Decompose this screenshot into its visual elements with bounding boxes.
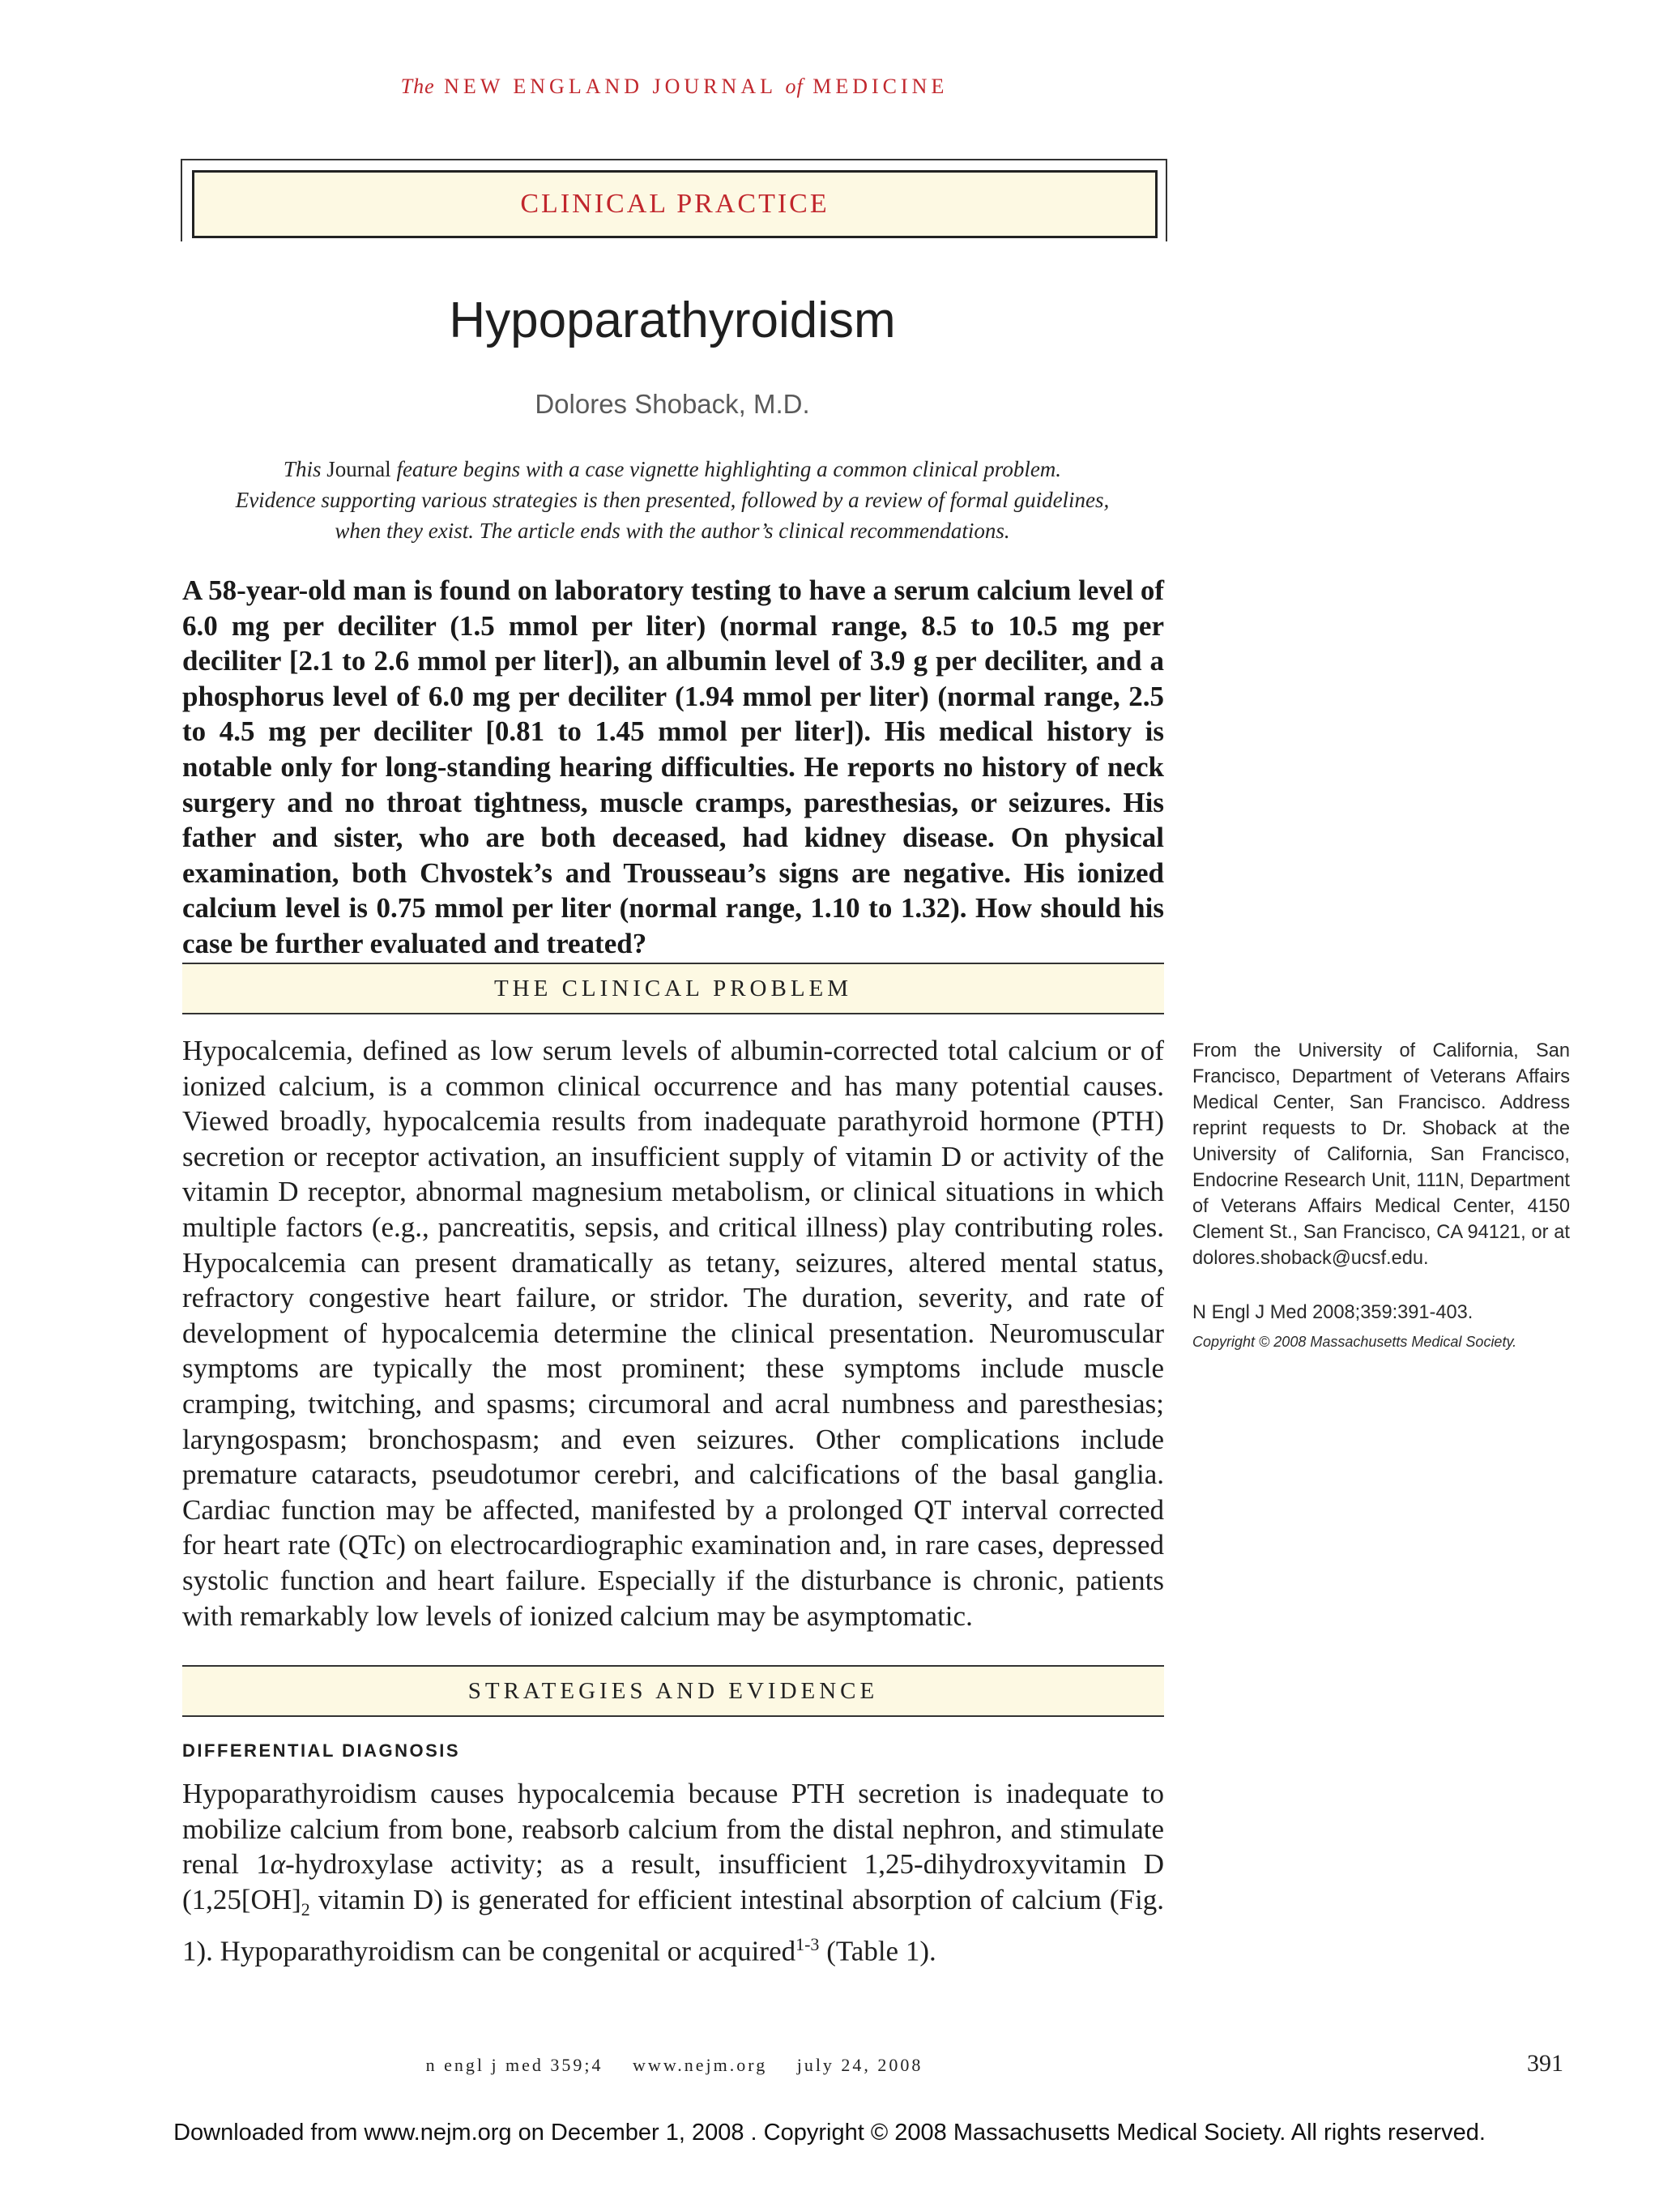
citation: N Engl J Med 2008;359:391-403.	[1192, 1302, 1473, 1323]
feature-note	[181, 454, 1164, 546]
download-notice: Downloaded from www.nejm.org on December 1, 2008 . Copyright © 2008 Massachusetts Medical Society. All rights reserved.	[173, 2120, 1486, 2146]
footer-date: july 24, 2008	[796, 2055, 923, 2075]
feature-note-line-3: when they exist. The article ends with the author’s clinical recommendations.	[335, 519, 1010, 543]
footer-journal: n engl j med 359;4	[425, 2055, 603, 2075]
journal-of: of	[785, 75, 804, 98]
journal-name-part2: MEDICINE	[812, 75, 949, 98]
journal-running-head	[0, 75, 1349, 99]
copyright-notice: Copyright © 2008 Massachusetts Medical Society.	[1192, 1334, 1517, 1350]
footer-url[interactable]: www.nejm.org	[633, 2055, 768, 2075]
section-heading-clinical-problem: THE CLINICAL PROBLEM	[182, 963, 1164, 1014]
page-footer	[0, 2055, 1349, 2076]
feature-note-line-1: This Journal feature begins with a case vignette highlighting a common clinical problem.	[283, 457, 1062, 481]
subsection-heading-differential-diagnosis: DIFFERENTIAL DIAGNOSIS	[182, 1740, 461, 1761]
section-heading-strategies: STRATEGIES AND EVIDENCE	[182, 1665, 1164, 1717]
feature-note-line-2: Evidence supporting various strategies is then presented, followed by a review of formal guidelines,	[235, 488, 1110, 512]
article-author: Dolores Shoback, M.D.	[535, 389, 810, 419]
case-vignette: A 58-year-old man is found on laboratory testing to have a serum calcium level of 6.0 mg per deciliter (1.5 mmol per liter) (normal range, 8.5 to 10.5 mg per deciliter [2.1 to 2.6 mmol per liter]), an albumin level of 3.9 g per deciliter, and a phosphorus level of 6.0 mg per deciliter (1.94 mmol per liter) (normal range, 2.5 to 4.5 mg per deciliter [0.81 to 1.45 mmol per liter]). His medical history is notable only for long-standing hearing difficulties. He reports no history of neck surgery and no throat tightness, muscle cramps, paresthesias, or seizures. His father and sister, who are both deceased, had kidney disease. On physical examination, both Chvostek’s and Trousseau’s signs are negative. His ionized calcium level is 0.75 mmol per liter (normal range, 1.10 to 1.32). How should his case be further evaluated and treated?	[182, 574, 1164, 959]
page-number: 391	[1527, 2050, 1563, 2077]
author-affiliation: From the University of California, San Francisco, Department of Veterans Affairs Medical Center, San Francisco. Address reprint requests to Dr. Shoback at the University of California, San Francisco, Endocrine Research Unit, 111N, Department of Veterans Affairs Medical Center, 4150 Clement St., San Francisco, CA 94121, or at dolores.shoback@ucsf.edu.	[1192, 1040, 1570, 1269]
journal-name-part1: NEW ENGLAND JOURNAL	[444, 75, 777, 98]
feature-label: CLINICAL PRACTICE	[192, 170, 1158, 238]
article-title: Hypoparathyroidism	[449, 293, 896, 348]
differential-diagnosis-paragraph: Hypoparathyroidism causes hypocalcemia because PTH secretion is inadequate to mobilize calcium from bone, reabsorb calcium from the distal nephron, and stimulate renal 1α-hydroxylase activity; as a result, insufficient 1,25-dihydroxyvitamin D ($1,25[OH]_2$ vitamin D) is generated for efficient intestinal absorption of calcium (Fig. 1). Hypoparathyroidism can be congenital or acquired$^{1-3}$ (Table 1).	[182, 1778, 1165, 1968]
journal-the: The	[400, 75, 435, 98]
clinical-problem-paragraph: Hypocalcemia, defined as low serum levels of albumin-corrected total calcium or of ionized calcium, is a common clinical occurrence and has many potential causes. Viewed broadly, hypocalcemia results from inadequate parathyroid hormone (PTH) secretion or receptor activation, an insufficient supply of vitamin D or activity of the vitamin D receptor, abnormal magnesium metabolism, or clinical situations in which multiple factors (e.g., pancreatitis, sepsis, and critical illness) play contributing roles. Hypocalcemia can present dramatically as tetany, seizures, altered mental status, refractory congestive heart failure, or stridor. The duration, severity, and rate of development of hypocalcemia determine the clinical presentation. Neuromuscular symptoms are typically the most prominent; these symptoms include muscle cramping, twitching, and spasms; circumoral and acral numbness and paresthesias; laryngospasm; bronchospasm; and even seizures. Other complications include premature cataracts, pseudotumor cerebri, and calcifications of the basal ganglia. Cardiac function may be affected, manifested by a prolonged QT interval corrected for heart rate (QTc) on electrocardiographic examination and, in rare cases, depressed systolic function and heart failure. Especially if the disturbance is chronic, patients with remarkably low levels of ionized calcium may be asymptomatic.	[182, 1035, 1164, 1632]
